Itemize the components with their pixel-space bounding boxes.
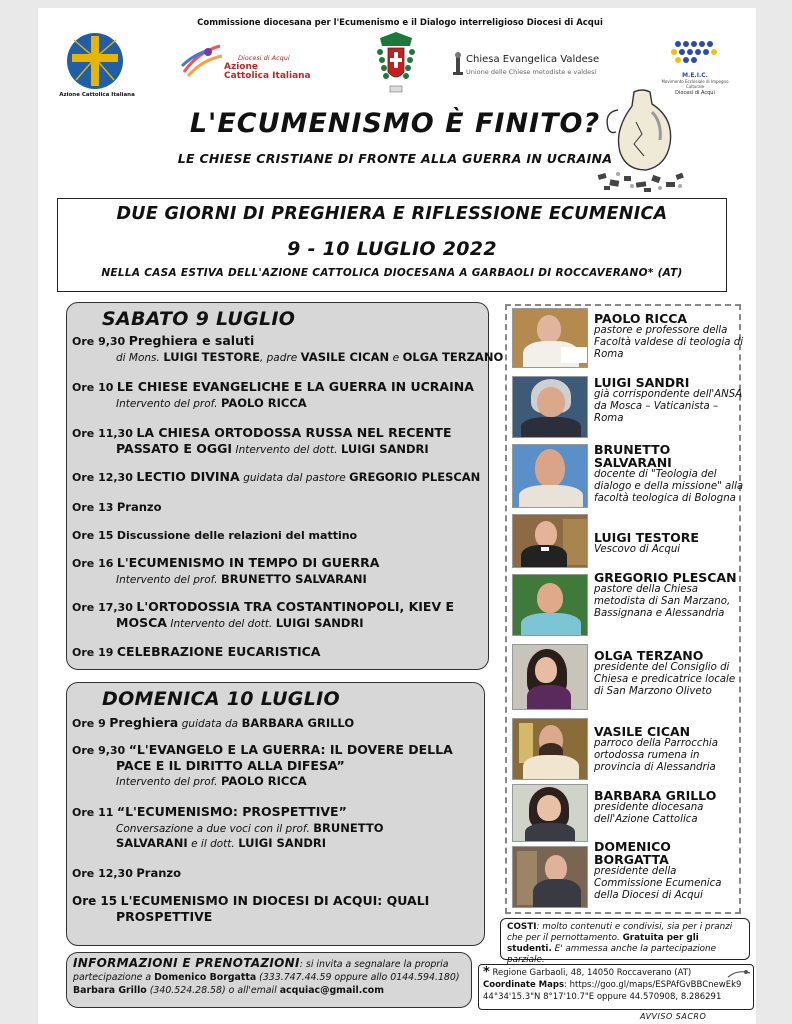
- location-box: * Regione Garbaoli, 48, 14050 Roccaverano (AT) Coordinate Maps: https://goo.gl/maps/ESPAfGvBBCnewEk9 44°34'15.3"N 8°17'10.7"E oppure 44.570908, 8.286291: [478, 964, 754, 1010]
- main-title: L'ECUMENISMO È FINITO?: [189, 108, 601, 139]
- sun-item-5: Ore 15 L'ECUMENISMO IN DIOCESI DI ACQUI: QUALI PROSPETTIVE: [72, 893, 430, 924]
- sat-item-8: Ore 17,30 L'ORTODOSSIA TRA COSTANTINOPOLI, KIEV E MOSCA Intervento del dott. LUIGI SANDRI: [72, 599, 455, 630]
- bishop-coat-of-arms-icon: [376, 30, 416, 98]
- photo-luigi-sandri: [512, 376, 588, 438]
- cev-logo-name: Chiesa Evangelica Valdese: [466, 54, 600, 65]
- photo-domenico-borgatta: [512, 846, 588, 908]
- banner-dates: 9 - 10 LUGLIO 2022: [287, 238, 497, 260]
- map-icon: [726, 966, 752, 980]
- sunday-heading: DOMENICA 10 LUGLIO: [102, 688, 340, 710]
- photo-gregorio-plescan: [512, 574, 588, 636]
- costs-box: COSTI: molto contenuti e condivisi, sia per i pranzi che per il pernottamento. Gratuita per gli studenti. E' ammessa anche la partecipazione parziale.: [500, 918, 750, 960]
- speaker-5: GREGORIO PLESCAN pastore della Chiesa metodista di San Marzano, Bassignana e Alessandria: [594, 570, 737, 619]
- cev-lamp-icon: [452, 52, 464, 76]
- sun-item-3: Ore 11 “L'ECUMENISMO: PROSPETTIVE” Conversazione a due voci con il prof. BRUNETTO SALVARANI e il dott. LUIGI SANDRI: [72, 804, 384, 850]
- footer-credit: AVVISO SACRO: [640, 1012, 707, 1021]
- photo-olga-terzano: [512, 644, 588, 710]
- photo-paolo-ricca: [512, 308, 588, 368]
- ac-cross-icon: [66, 32, 124, 90]
- sun-item-4: Ore 12,30 Pranzo: [72, 866, 182, 880]
- ac-logo-label: Azione Cattolica Italiana: [59, 92, 135, 98]
- speaker-6: OLGA TERZANO presidente del Consiglio di Chiesa e predicatrice locale di San Marzono Oliveto: [594, 648, 736, 697]
- cev-logo-sub: Unione delle Chiese metodiste e valdesi: [466, 68, 597, 76]
- meic-logo-dioc: Diocesi di Acqui: [675, 90, 715, 96]
- photo-brunetto-salvarani: [512, 444, 588, 508]
- sun-item-2: Ore 9,30 “L'EVANGELO E LA GUERRA: IL DOVERE DELLA PACE E IL DIRITTO ALLA DIFESA” Intervento del prof. PAOLO RICCA: [72, 742, 453, 788]
- speaker-9: DOMENICO BORGATTA presidente della Commissione Ecumenica della Diocesi di Acqui: [594, 839, 722, 901]
- sat-item-2: Ore 10 LE CHIESE EVANGELICHE E LA GUERRA IN UCRAINA Intervento del prof. PAOLO RICCA: [72, 379, 474, 410]
- sat-item-6: Ore 15 Discussione delle relazioni del mattino: [72, 529, 358, 542]
- sun-item-1: Ore 9 Preghiera guidata da BARBARA GRILLO: [72, 715, 355, 730]
- broken-pitcher-icon: [596, 82, 688, 196]
- aci-diocesi-logo: Diocesi di Acqui Azione Cattolica Italiana: [180, 40, 320, 84]
- speaker-7: VASILE CICAN parroco della Parrocchia ortodossa rumena in provincia di Alessandria: [594, 724, 718, 773]
- meic-logo-name: M.E.I.C.: [682, 72, 708, 79]
- sat-item-5: Ore 13 Pranzo: [72, 500, 162, 514]
- aci-swoosh-icon: [180, 42, 224, 82]
- sat-item-1: Ore 9,30 Preghiera e saluti di Mons. LUIGI TESTORE, padre VASILE CICAN e OLGA TERZANO: [72, 333, 504, 364]
- banner-venue: NELLA CASA ESTIVA DELL'AZIONE CATTOLICA DIOCESANA A GARBAOLI DI ROCCAVERANO* (AT): [101, 267, 683, 279]
- photo-barbara-grillo: [512, 784, 588, 842]
- speaker-1: PAOLO RICCA pastore e professore della Facoltà valdese di teologia di Roma: [594, 311, 744, 360]
- speaker-8: BARBARA GRILLO presidente diocesana dell'Azione Cattolica: [594, 788, 717, 825]
- photo-vasile-cican: [512, 718, 588, 780]
- ac-logo: [66, 32, 124, 90]
- meic-dots-icon: [666, 36, 724, 72]
- sat-item-9: Ore 19 CELEBRAZIONE EUCARISTICA: [72, 644, 321, 659]
- speaker-3: BRUNETTO SALVARANI docente di "Teologia del dialogo e della missione" alla facoltà teologica di Bologna: [594, 442, 744, 504]
- saturday-heading: SABATO 9 LUGLIO: [102, 308, 296, 330]
- commission-title: Commissione diocesana per l'Ecumenismo e il Dialogo interreligioso Diocesi di Acqui: [197, 18, 603, 28]
- sub-title: LE CHIESE CRISTIANE DI FRONTE ALLA GUERRA IN UCRAINA: [177, 151, 613, 166]
- sat-item-3: Ore 11,30 LA CHIESA ORTODOSSA RUSSA NEL RECENTE PASSATO E OGGI Intervento del dott. LUIGI SANDRI: [72, 425, 452, 456]
- speaker-4: LUIGI TESTORE Vescovo di Acqui: [594, 530, 699, 555]
- sat-item-4: Ore 12,30 LECTIO DIVINA guidata dal pastore GREGORIO PLESCAN: [72, 469, 481, 484]
- speaker-2: LUIGI SANDRI già corrispondente dell'ANSA da Mosca – Vaticanista – Roma: [594, 375, 743, 424]
- photo-luigi-testore: [512, 514, 588, 568]
- info-box: INFORMAZIONI E PRENOTAZIONI: si invita a segnalare la propria partecipazione a Domenico Borgatta (333.747.44.59 oppure allo 0144.594.180) Barbara Grillo (340.524.28.58) o all'email acquiac@gmail.com: [66, 952, 472, 1008]
- banner-line1: DUE GIORNI DI PREGHIERA E RIFLESSIONE ECUMENICA: [116, 204, 668, 224]
- sat-item-7: Ore 16 L'ECUMENISMO IN TEMPO DI GUERRA Intervento del prof. BRUNETTO SALVARANI: [72, 555, 380, 586]
- meic-logo-sub: Movimento Ecclesiale di Impegno Culturale: [661, 79, 729, 89]
